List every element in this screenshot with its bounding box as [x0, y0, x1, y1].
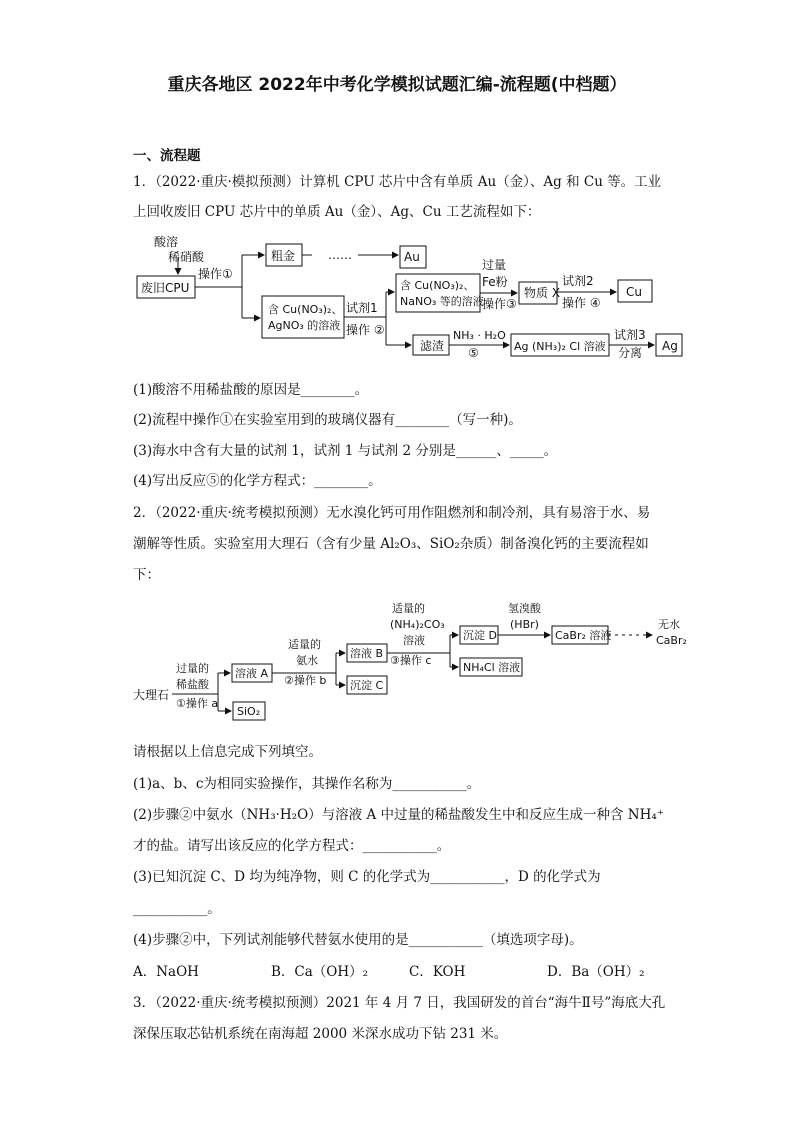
- label-solution1-l1: 含 Cu(NO₃)₂、: [268, 303, 343, 316]
- q1-line-2: 上回收废旧 CPU 芯片中的单质 Au（金）、Ag、Cu 工艺流程如下：: [133, 204, 541, 220]
- label-residue: 滤渣: [420, 339, 445, 353]
- label-solution-b: 溶液 B: [350, 647, 384, 660]
- label-op-b: ②操作 b: [284, 674, 327, 687]
- label-ammonia-l2: 氨水: [296, 654, 318, 667]
- label-op1: 操作①: [198, 267, 233, 281]
- label-carbonate-l1: 适量的: [392, 602, 425, 615]
- label-op4: 操作 ④: [562, 296, 601, 310]
- q1-question-3: (3)海水中含有大量的试剂 1，试剂 1 与试剂 2 分别是______、_____。: [133, 443, 558, 459]
- label-fe-powder: Fe粉: [482, 275, 508, 289]
- label-separate: 分离: [618, 346, 643, 360]
- page-title: 重庆各地区 2022年中考化学模拟试题汇编-流程题(中档题）: [167, 75, 627, 95]
- label-acid-dissolve: 酸溶: [154, 235, 179, 249]
- q3-line-1: 3．（2022·重庆·统考模拟预测）2021 年 4 月 7 日，我国研发的首台“海牛Ⅱ号”海底大孔: [133, 995, 666, 1011]
- option-d: D．Ba（OH）₂: [547, 964, 645, 980]
- label-cu: Cu: [626, 285, 642, 299]
- q2-question-3-cont: ___________。: [133, 901, 221, 917]
- label-sio2: SiO₂: [237, 705, 261, 718]
- label-dilute-nitric: 稀硝酸: [168, 250, 205, 264]
- label-precip-c: 沉淀 C: [350, 679, 384, 692]
- label-substance-x: 物质 X: [524, 286, 561, 300]
- label-marble: 大理石: [133, 688, 170, 702]
- q3-line-2: 深保压取芯钻机系统在南海超 2000 米深水成功下钻 231 米。: [133, 1026, 508, 1042]
- label-ag: Ag: [662, 339, 678, 353]
- q2-question-4: (4)步骤②中，下列试剂能够代替氨水使用的是___________（填选项字母)。: [133, 932, 583, 948]
- dots: ……: [328, 248, 352, 262]
- label-solution1-l2: AgNO₃ 的溶液: [268, 319, 341, 332]
- label-anhydrous-l1: 无水: [658, 618, 680, 631]
- option-a: A．NaOH: [133, 964, 199, 980]
- label-excess-hcl-l1: 过量的: [176, 662, 209, 675]
- label-anhydrous-l2: CaBr₂: [656, 634, 687, 647]
- q1-flow-diagram: [0, 230, 794, 360]
- q1-question-2: (2)流程中操作①在实验室用到的玻璃仪器有________（写一种)。: [133, 412, 522, 428]
- q2-intro: 请根据以上信息完成下列填空。: [133, 744, 322, 760]
- label-precip-d: 沉淀 D: [463, 629, 497, 642]
- option-c: C．KOH: [409, 964, 466, 980]
- q2-question-1: (1)a、b、c为相同实验操作，其操作名称为___________。: [133, 776, 481, 792]
- label-op-a: ①操作 a: [176, 697, 219, 710]
- label-solution2-l1: 含 Cu(NO₃)₂、: [400, 279, 475, 292]
- label-excess-hcl-l2: 稀盐酸: [176, 678, 209, 691]
- label-carbonate-l3: 溶液: [403, 634, 425, 647]
- label-carbonate-l2: (NH₄)₂CO₃: [390, 618, 445, 631]
- q1-line-1: 1．（2022·重庆·模拟预测）计算机 CPU 芯片中含有单质 Au（金）、Ag 和 Cu 等。工业: [133, 174, 662, 190]
- label-nh3: NH₃ · H₂O: [453, 329, 506, 342]
- q1-question-1: (1)酸溶不用稀盐酸的原因是________。: [133, 382, 369, 398]
- q2-line-2: 潮解等性质。实验室用大理石（含有少量 Al₂O₃、SiO₂杂质）制备溴化钙的主要流程如: [133, 536, 649, 552]
- option-b: B．Ca（OH）₂: [271, 964, 369, 980]
- label-excess: 过量: [482, 258, 507, 272]
- label-ammonia-l1: 适量的: [288, 638, 321, 651]
- q1-question-4: (4)写出反应⑤的化学方程式：________。: [133, 473, 382, 489]
- q2-line-1: 2．（2022·重庆·统考模拟预测）无水溴化钙可用作阻燃剂和制冷剂，具有易溶于水、易: [133, 505, 651, 521]
- label-solution2-l2: NaNO₃ 等的溶液: [400, 295, 484, 308]
- label-reagent1: 试剂1: [346, 301, 378, 315]
- label-step5: ⑤: [468, 346, 479, 360]
- q2-flow-diagram: [0, 596, 794, 726]
- section-heading: 一、流程题: [133, 148, 201, 164]
- q2-question-3: (3)已知沉淀 C、D 均为纯净物，则 C 的化学式为___________，D 的化学式为: [133, 869, 601, 885]
- q2-question-2-cont: 才的盐。请写出该反应的化学方程式：___________。: [133, 838, 451, 854]
- q2-line-3: 下：: [133, 567, 160, 583]
- label-hbr-l1: 氢溴酸: [508, 602, 541, 615]
- label-solution-a: 溶液 A: [235, 667, 269, 680]
- label-op2: 操作 ②: [346, 323, 385, 337]
- label-hbr-l2: (HBr): [510, 618, 539, 631]
- label-waste-cpu: 废旧CPU: [141, 281, 190, 295]
- label-crude-gold: 粗金: [271, 249, 296, 263]
- label-op3: 操作③: [482, 297, 517, 311]
- label-reagent2: 试剂2: [562, 274, 594, 288]
- label-nh4cl: NH₄Cl 溶液: [463, 661, 521, 674]
- label-op-c: ③操作 c: [390, 654, 432, 667]
- q2-question-2: (2)步骤②中氨水（NH₃·H₂O）与溶液 A 中过量的稀盐酸发生中和反应生成一种含 NH₄⁺: [133, 807, 664, 823]
- label-ag-complex: Ag (NH₃)₂ Cl 溶液: [514, 340, 606, 353]
- label-au: Au: [404, 250, 420, 264]
- label-reagent3: 试剂3: [614, 328, 646, 342]
- label-cabr2-solution: CaBr₂ 溶液: [555, 629, 612, 642]
